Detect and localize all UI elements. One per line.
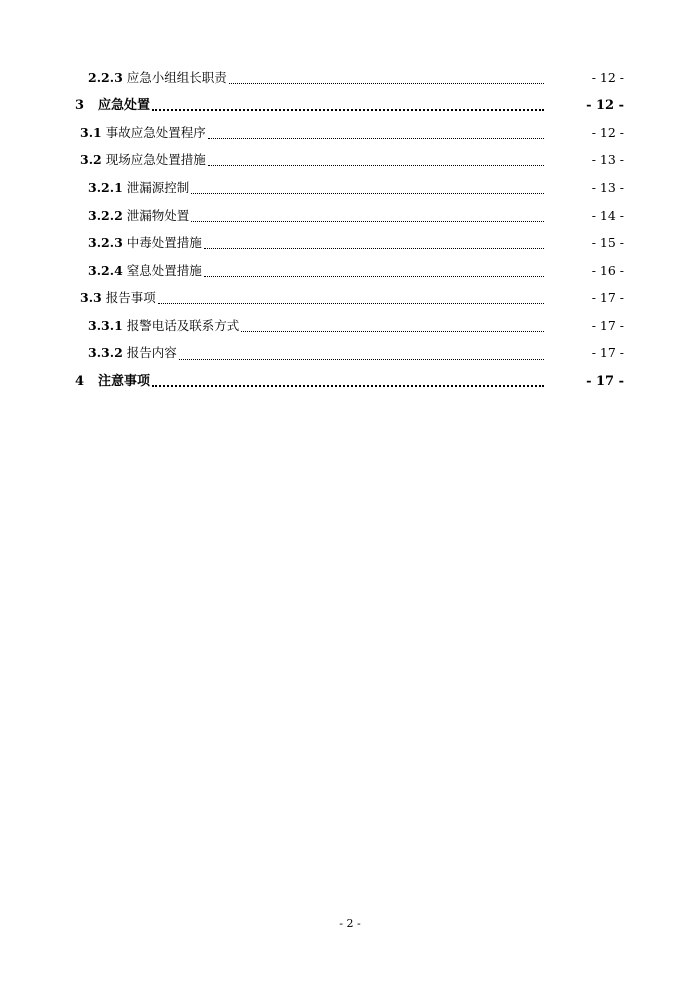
toc-entry-3-2-1[interactable]	[0, 174, 700, 202]
toc-entry-page: - 17 -	[586, 373, 624, 389]
toc-entry-4[interactable]	[0, 368, 700, 396]
toc-entry-title: 窒息处置措施	[126, 262, 202, 278]
toc-entry-number: 3.2.4	[88, 262, 123, 278]
toc-entry-number: 3.2.3	[88, 235, 123, 251]
toc-entry-title: 泄漏物处置	[126, 207, 190, 223]
toc-entry-title: 应急小组组长职责	[126, 69, 227, 85]
toc-entry-page: - 13 -	[591, 152, 624, 168]
toc-entry-number: 3.2	[80, 152, 102, 168]
toc-entry-title: 应急处置	[98, 97, 151, 113]
toc-entry-2-2-3[interactable]	[0, 64, 700, 92]
toc-entry-3[interactable]	[0, 92, 700, 120]
toc-entry-page: - 12 -	[591, 124, 624, 140]
toc-entry-3-2-2[interactable]	[0, 202, 700, 230]
toc-entry-3-1[interactable]	[0, 119, 700, 147]
toc-entry-3-3[interactable]	[0, 285, 700, 313]
toc-entry-page: - 17 -	[591, 345, 624, 361]
toc-entry-title: 报告事项	[105, 290, 156, 306]
toc-entry-number: 3.3	[80, 290, 102, 306]
dot-leader	[152, 108, 544, 111]
toc-entry-title: 报警电话及联系方式	[126, 317, 240, 333]
table-of-contents	[0, 64, 700, 395]
dot-leader	[204, 275, 544, 277]
dot-leader	[152, 384, 544, 387]
toc-entry-number: 3.2.1	[88, 179, 123, 195]
toc-entry-title: 现场应急处置措施	[105, 152, 206, 168]
toc-entry-page: - 14 -	[591, 207, 624, 223]
toc-entry-number: 3.2.2	[88, 207, 123, 223]
toc-entry-3-2-3[interactable]	[0, 230, 700, 258]
toc-entry-number: 3	[75, 97, 85, 113]
toc-entry-title: 泄漏源控制	[126, 179, 190, 195]
toc-entry-title: 报告内容	[126, 345, 177, 361]
dot-leader	[191, 220, 544, 222]
toc-entry-title: 注意事项	[98, 373, 151, 389]
toc-entry-title: 中毒处置措施	[126, 235, 202, 251]
dot-leader	[204, 247, 544, 249]
toc-entry-page: - 12 -	[586, 97, 624, 113]
toc-entry-3-2[interactable]	[0, 147, 700, 175]
dot-leader	[179, 358, 544, 360]
toc-entry-page: - 16 -	[591, 262, 624, 278]
dot-leader	[208, 137, 544, 139]
toc-entry-page: - 12 -	[591, 69, 624, 85]
dot-leader	[241, 330, 544, 332]
toc-entry-page: - 15 -	[591, 235, 624, 251]
toc-entry-page: - 17 -	[591, 317, 624, 333]
toc-entry-number: 3.3.2	[88, 345, 123, 361]
dot-leader	[229, 82, 544, 84]
page-number: - 2 -	[339, 917, 361, 930]
toc-entry-3-3-1[interactable]	[0, 312, 700, 340]
dot-leader	[191, 192, 544, 194]
toc-entry-number: 2.2.3	[88, 69, 123, 85]
toc-entry-number: 4	[75, 373, 85, 389]
toc-entry-page: - 17 -	[591, 290, 624, 306]
toc-entry-title: 事故应急处置程序	[105, 124, 206, 140]
dot-leader	[208, 164, 544, 166]
toc-entry-page: - 13 -	[591, 179, 624, 195]
toc-entry-3-2-4[interactable]	[0, 257, 700, 285]
toc-entry-3-3-2[interactable]	[0, 340, 700, 368]
toc-entry-number: 3.3.1	[88, 317, 123, 333]
dot-leader	[158, 302, 544, 304]
toc-entry-number: 3.1	[80, 124, 102, 140]
